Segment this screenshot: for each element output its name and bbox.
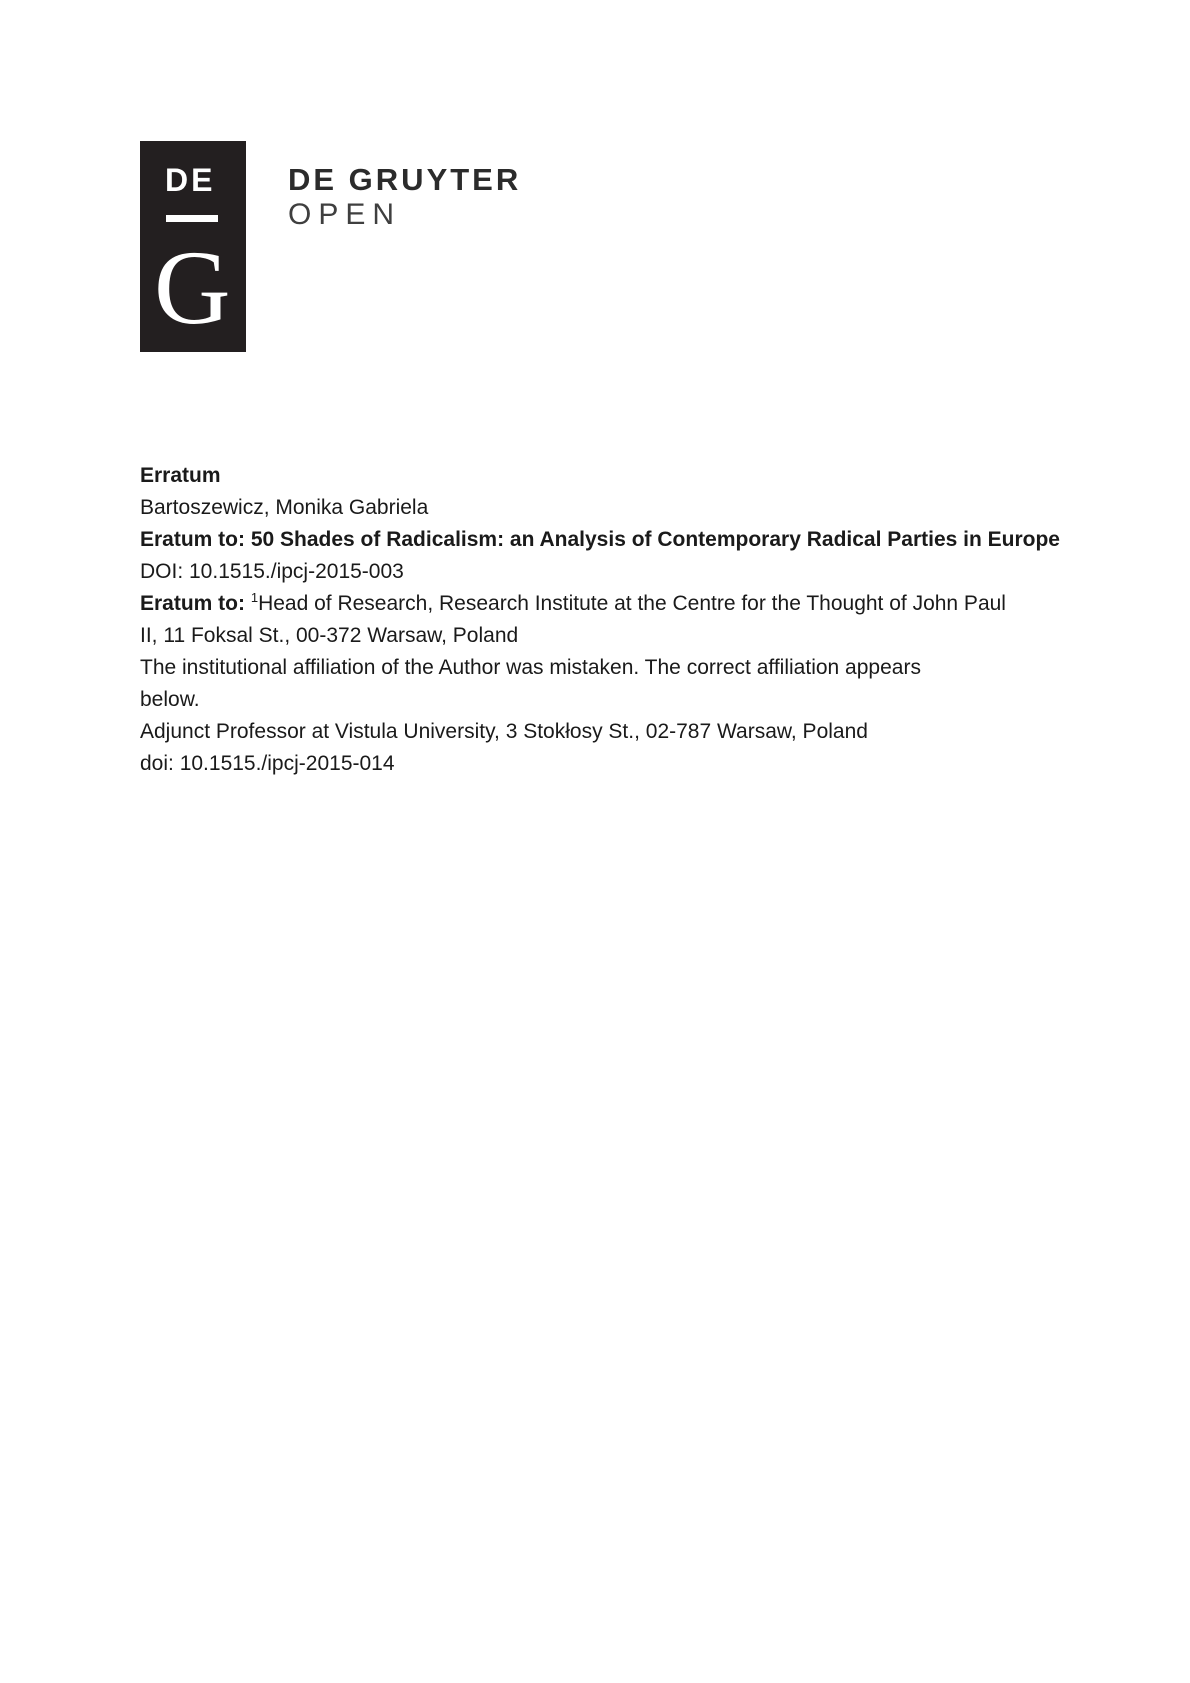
corrected-doi: doi: 10.1515./ipcj-2015-014 [140, 752, 395, 775]
wordmark-de-gruyter: DE GRUYTER [288, 162, 522, 197]
erratum-to-label: Eratum to: [140, 592, 251, 615]
de-gruyter-wordmark [288, 162, 521, 232]
de-gruyter-logo-mark [140, 141, 246, 352]
logo-divider-bar [166, 215, 218, 222]
logo-de-text: DE [165, 162, 216, 198]
footnote-marker: 1 [250, 590, 259, 605]
author-name: Bartoszewicz, Monika Gabriela [140, 496, 429, 519]
erratum-document-body [140, 460, 1130, 780]
article-title: Eratum to: 50 Shades of Radicalism: an Analysis of Contemporary Radical Parties in Europe [140, 528, 1060, 551]
erratum-heading: Erratum [140, 464, 221, 487]
logo-g-letter: G [154, 229, 231, 346]
erratum-affiliation-paragraph [140, 588, 1130, 652]
original-doi: DOI: 10.1515./ipcj-2015-003 [140, 560, 404, 583]
wordmark-open: OPEN [288, 198, 402, 231]
mistaken-affiliation-text: Head of Research, Research Institute at the Centre for the Thought of John Paul II, 11 Foksal St., 00-372 Warsaw, Poland [140, 592, 1006, 647]
corrected-affiliation: Adjunct Professor at Vistula University, 3 Stokłosy St., 02-787 Warsaw, Poland [140, 720, 868, 743]
correction-note: The institutional affiliation of the Author was mistaken. The correct affiliation appears below. [140, 656, 921, 711]
